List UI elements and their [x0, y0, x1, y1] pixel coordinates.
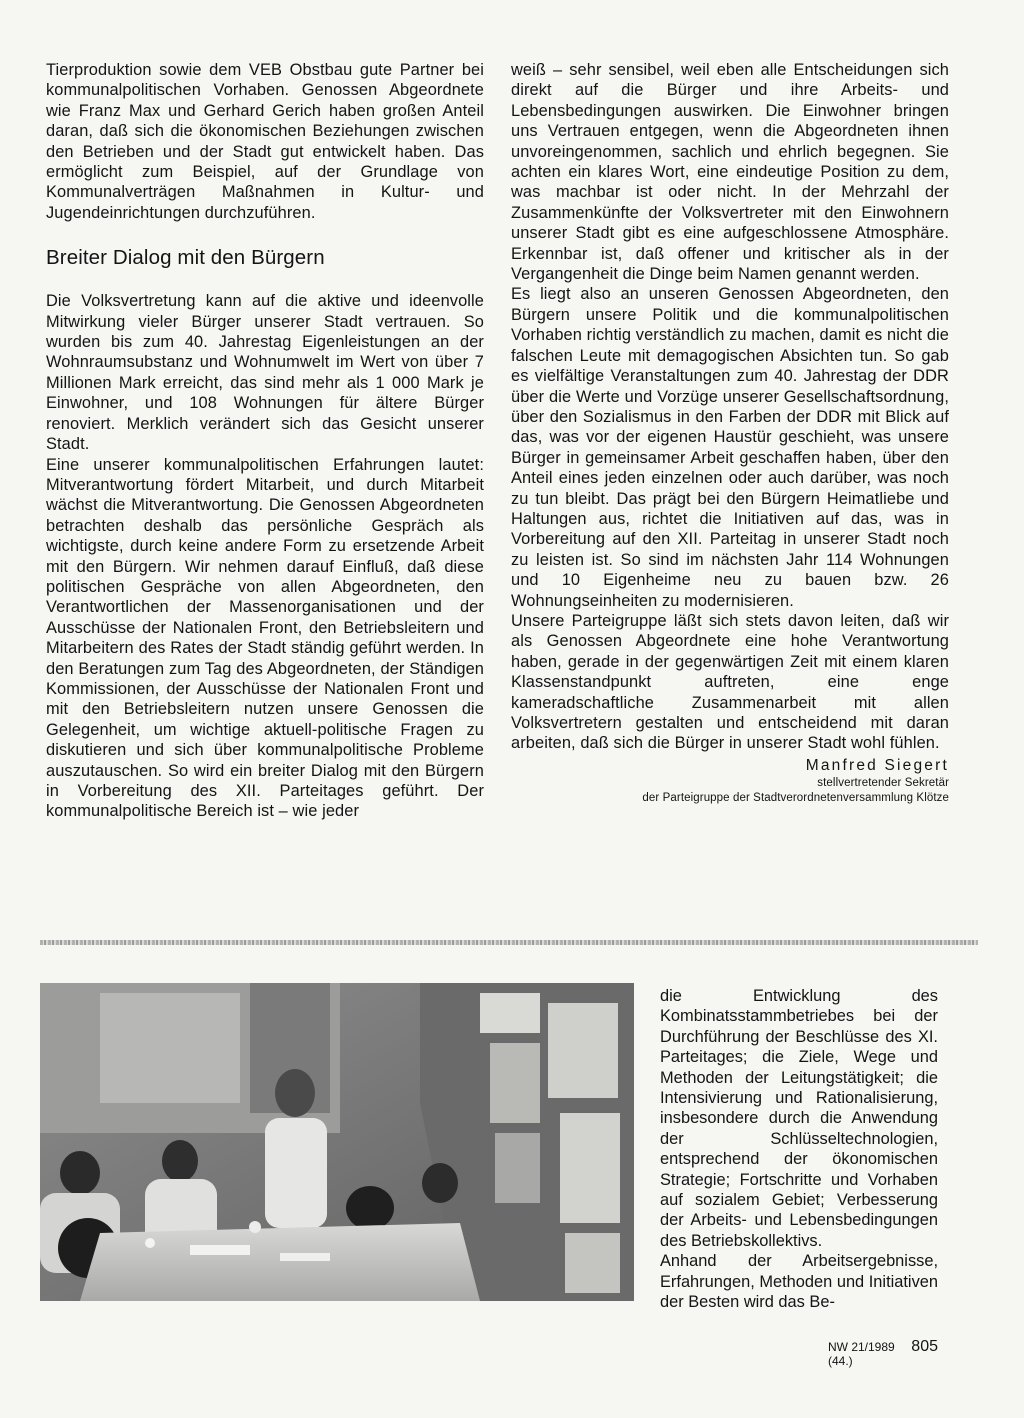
right-column — [511, 60, 949, 806]
author-role: stellvertretender Sekretär — [817, 777, 949, 790]
paragraph: Eine unserer kommunalpolitischen Erfahrungen lautet: Mitverantwortung fördert Mitarbeit, und durch Mitarbeit wächst die Mitverantwortung. Die Genossen Abgeordneten betrachten deshalb das persönliche Gespräch als wichtigste, durch keine andere Form zu ersetzende Arbeit mit den Bürgern. Wir nehmen darauf Einfluß, daß diese politischen Gespräche von allen Abgeordneten, den Verantwortlichen der Massenorganisationen und der Ausschüsse der Nationalen Front, den Betriebsleitern und Mitarbeitern des Rates der Stadt ständig geführt werden. In den Beratungen zum Tag des Abgeordneten, der Ständigen Kommissionen, der Ausschüsse der Nationalen Front und mit den Betriebsleitern nutzen unsere Genossen die Gelegenheit, um wichtige aktuell-politische Fragen zu diskutieren und sich über kommunalpolitische Probleme auszutauschen. So wird ein breiter Dialog mit den Bürgern in Vorbereitung des XII. Parteitages geführt. Der kommunalpolitische Bereich ist – wie jeder — [46, 455, 484, 821]
paragraph: weiß – sehr sensibel, weil eben alle Entscheidungen sich direkt auf die Bürger und ihre Arbeits- und Lebensbedingungen auswirken. Die Einwohner bringen uns Vertrauen entgegen, wenn die Abgeordneten ihnen unvoreingenommen, sachlich und ehrlich begegnen. Sie achten ein klares Wort, eine eindeutige Position zu dem, was machbar ist oder nicht. In der Mehrzahl der Zusammenkünfte der Volksvertreter mit den Einwohnern unserer Stadt gibt es eine aufgeschlossene Atmosphäre. Erkennbar ist, daß offener und kritischer als in der Vergangenheit die Dinge beim Namen genannt werden. — [511, 61, 949, 284]
left-column — [46, 60, 484, 822]
paragraph: Tierproduktion sowie dem VEB Obstbau gute Partner bei kommunalpolitischen Vorhaben. Genossen Abgeordnete wie Franz Max und Gerhard Gerich haben großen Anteil daran, daß sich die ökonomischen Beziehungen zwischen den Betrieben und der Stadt gut entwickelt haben. Das ermöglicht zum Beispiel, auf der Grundlage von Kommunalverträgen Maßnahmen in Kultur- und Jugendeinrichtungen durchzuführen. — [46, 61, 484, 222]
issue-label: NW 21/1989 (44.) — [828, 1340, 895, 1368]
paragraph: Es liegt also an unseren Genossen Abgeordneten, den Bürgern unsere Politik und die kommunalpolitischen Vorhaben richtig verständlich zu machen, damit es nicht die falschen Leute mit demagogischen Absichten tun. So gab es vielfältige Veranstaltungen zum 40. Jahrestag der DDR über die Werte und Vorzüge unserer Gesellschaftsordnung, über den Sozialismus in den Farben der DDR mit Blick auf das, was vor der eigenen Haustür geschieht, was unsere Bürger in gemeinsamer Arbeit geschaffen haben, über den Anteil eines jeden einzelnen oder auch darüber, was noch zu tun bleibt. Das prägt bei den Bürgern Heimatliebe und Haltungen aus, richtet die Initiativen auf das, was in Vorbereitung auf den XII. Parteitag in unserer Stadt noch zu leisten ist. So sind im nächsten Jahr 114 Wohnungen und 10 Eigenheime neu zu bauen bzw. 26 Wohnungseinheiten zu modernisieren. — [511, 285, 949, 610]
paragraph: Unsere Parteigruppe läßt sich stets davon leiten, daß wir als Genossen Abgeordnete eine hohe Verantwortung haben, gerade in der gegenwärtigen Zeit mit einem klaren Klassenstandpunkt auftreten, eine enge kameradschaftliche Zusammenarbeit mit allen Volksvertretern gestalten und entscheidend mit daran arbeiten, daß sich die Bürger in unserer Stadt wohl fühlen. — [511, 611, 949, 753]
author-name: Manfred Siegert — [805, 756, 949, 774]
paragraph: Die Volksvertretung kann auf die aktive und ideenvolle Mitwirkung vieler Bürger unserer Stadt vertrauen. So wurden bis zum 40. Jahrestag Eigenleistungen an der Wohnraumsubstanz und Wohnumwelt im Wert von über 7 Millionen Mark erreicht, das sind mehr als 1 000 Mark je Einwohner, und 108 Wohnungen für ältere Bürger renoviert. Merklich verändert sich das Gesicht unserer Stadt. — [46, 292, 484, 454]
paragraph: Anhand der Arbeitsergebnisse, Erfahrungen, Methoden und Initiativen der Besten wird das Be- — [660, 1252, 938, 1312]
lower-right-column — [660, 986, 938, 1313]
author-organization: der Parteigruppe der Stadtverordnetenversammlung Klötze — [642, 792, 949, 805]
section-divider — [40, 940, 978, 945]
meeting-photo — [40, 983, 634, 1301]
paragraph: die Entwicklung des Kombinatsstammbetriebes bei der Durchführung der Beschlüsse des XI. Parteitages; die Ziele, Wege und Methoden der Leitungstätigkeit; die Intensivierung und Rationalisierung, insbesondere durch die Anwendung der Schlüsseltechnologien, entsprechend der ökonomischen Strategie; Fortschritte und Vorhaben auf sozialem Gebiet; Verbesserung der Arbeits- und Lebensbedingungen des Betriebskollektivs. — [660, 987, 938, 1250]
page-number: 805 — [911, 1338, 938, 1355]
section-heading: Breiter Dialog mit den Bürgern — [46, 246, 325, 270]
page-footer — [828, 1338, 938, 1368]
